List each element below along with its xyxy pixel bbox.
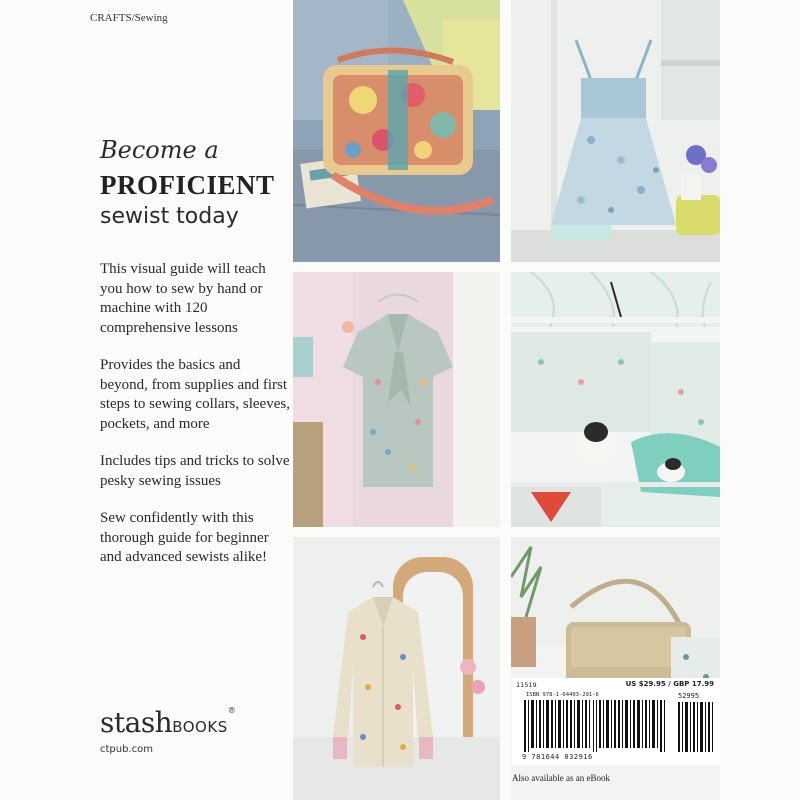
publisher-website: ctpub.com bbox=[100, 744, 153, 755]
heading-script-line: Become a bbox=[100, 136, 219, 164]
heading-sub-line: sewist today bbox=[100, 204, 239, 229]
isbn-barcode bbox=[524, 700, 674, 752]
photo-sundress bbox=[511, 0, 720, 262]
logo-lower-text: stash bbox=[100, 706, 173, 739]
description-paragraph: This visual guide will teach you how to sew by hand or machine with 120 comprehensive lessons bbox=[100, 261, 266, 336]
logo-caps-text: BOOKS bbox=[172, 718, 228, 736]
description-block bbox=[100, 260, 290, 586]
photo-floral-bag bbox=[293, 0, 500, 262]
description-paragraph: Includes tips and tricks to solve pesky sewing issues bbox=[100, 453, 290, 489]
registered-mark: ® bbox=[227, 706, 236, 715]
item-number: 11519 bbox=[516, 681, 537, 689]
heading-bold-line: PROFICIENT bbox=[100, 170, 275, 200]
barcode-addon-digits: 52995 bbox=[678, 692, 700, 700]
publisher-logo bbox=[100, 706, 235, 739]
photo-long-sleeve-blouse bbox=[293, 537, 500, 800]
description-paragraph: Provides the basics and beyond, from supplies and first steps to sewing collars, sleeves, pockets, and more bbox=[100, 357, 290, 432]
barcode-label bbox=[512, 678, 720, 765]
description-paragraph: Sew confidently with this thorough guide for beginner and advanced sewists alike! bbox=[100, 510, 269, 565]
category-label: CRAFTS/Sewing bbox=[90, 12, 168, 24]
isbn-text: ISBN 978-1-64403-291-6 bbox=[526, 692, 599, 698]
barcode-digits: 9 781644 032916 bbox=[522, 753, 593, 761]
photo-crib-bumper bbox=[511, 272, 720, 527]
price: US $29.95 / GBP 17.99 bbox=[625, 680, 714, 688]
ebook-note: Also available as an eBook bbox=[512, 773, 610, 783]
photo-floral-blouse bbox=[293, 272, 500, 527]
addon-barcode bbox=[678, 702, 714, 752]
